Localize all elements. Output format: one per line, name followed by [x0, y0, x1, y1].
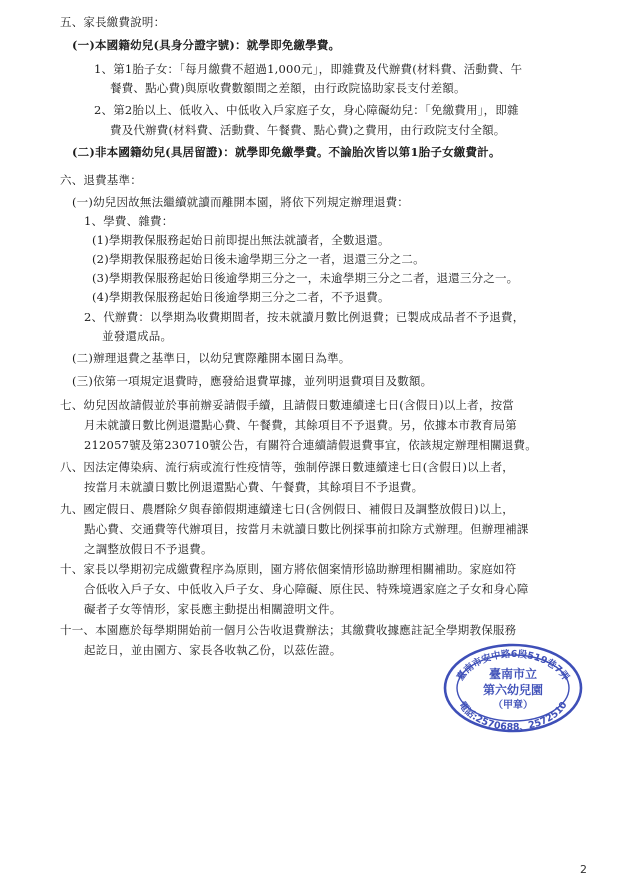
- section9-line2: 點心費、交通費等代辦項目，按當月未就讀日數比例採事前扣除方式辦理。但辦理補課: [84, 522, 529, 536]
- section6-sub3: (三)依第一項規定退費時，應發給退費單據，並列明退費項目及數額。: [72, 374, 433, 388]
- section10-line3: 礙者子女等情形，家長應主動提出相關證明文件。: [84, 602, 342, 616]
- section5-item1-line1: 1、第1胎子女：「每月繳費不超過1,000元」，即雜費及代辦費(材料費、活動費、午: [94, 62, 523, 76]
- section6-fee-item-1: (1)學期教保服務起始日前即提出無法就讀者，全數退還。: [92, 233, 390, 247]
- section8-line1: 八、因法定傳染病、流行病或流行性疫情等，強制停課日數連續達七日(含假日)以上者，: [60, 460, 514, 474]
- section11-line2: 起訖日，並由園方、家長各收執乙份，以茲佐證。: [84, 643, 342, 657]
- section6-fee-item-2: (2)學期教保服務起始日後未逾學期三分之一者，退還三分之二。: [92, 252, 425, 266]
- section5-heading: 五、家長繳費說明：: [60, 15, 166, 29]
- svg-text:臺南市安中路6段519巷7弄: 臺南市安中路6段519巷7弄: [454, 648, 572, 684]
- section5-item2-line1: 2、第2胎以上、低收入、中低收入戶家庭子女，身心障礙幼兒：「免繳費用」，即雜: [94, 103, 519, 117]
- section6-fee-item-4: (4)學期教保服務起始日後逾學期三分之二者，不予退費。: [92, 290, 390, 304]
- section7-line1: 七、幼兒因故請假並於事前辦妥請假手續，且請假日數連續達七日(含假日)以上者，按當: [60, 398, 514, 412]
- official-seal-stamp: [442, 642, 584, 734]
- section6-fee-item-3: (3)學期教保服務起始日後逾學期三分之一，未逾學期三分之二者，退還三分之一。: [92, 271, 519, 285]
- section5-sub2-title: (二)非本國籍幼兒(具居留證)：就學即免繳學費。不論胎次皆以第1胎子女繳費計。: [72, 145, 501, 159]
- section6-agency-line2: 並發還成品。: [102, 329, 173, 343]
- page-number: 2: [580, 863, 587, 876]
- svg-text:臺南市立: 臺南市立: [488, 667, 538, 681]
- section7-line2: 月未就讀日數比例退還點心費、午餐費，其餘項目不予退費。另，依據本市教育局第: [84, 418, 517, 432]
- section9-line1: 九、國定假日、農曆除夕與春節假期連續達七日(含例假日、補假日及調整放假日)以上，: [60, 502, 514, 516]
- svg-text:電話:2570688、2572510: 電話:2570688、2572510: [456, 699, 570, 734]
- section6-heading: 六、退費基準：: [60, 173, 142, 187]
- section5-item1-line2: 餐費、點心費)與原收費數額間之差額，由行政院協助家長支付差額。: [110, 81, 466, 95]
- section6-sub2: (二)辦理退費之基準日，以幼兒實際離開本園日為準。: [72, 351, 351, 365]
- section11-line1: 十一、本園應於每學期開始前一個月公告收退費辦法；其繳費收據應註記全學期教保服務: [60, 623, 517, 637]
- section6-sub1: (一)幼兒因故無法繼續就讀而離開本園，將依下列規定辦理退費：: [72, 195, 409, 209]
- section6-agency-line1: 2、代辦費：以學期為收費期間者，按未就讀月數比例退費；已製成成品者不予退費，: [84, 310, 525, 324]
- section5-item2-line2: 費及代辦費(材料費、活動費、午餐費、點心費)之費用，由行政院支付全額。: [110, 123, 506, 137]
- section10-line1: 十、家長以學期初完成繳費程序為原則，園方將依個案情形協助辦理相關補助。家庭如符: [60, 562, 517, 576]
- section6-fees-title: 1、學費、雜費：: [84, 214, 174, 228]
- section9-line3: 之調整放假日不予退費。: [84, 542, 213, 556]
- svg-text:第六幼兒園: 第六幼兒園: [482, 683, 544, 697]
- section10-line2: 合低收入戶子女、中低收入戶子女、身心障礙、原住民、特殊境遇家庭之子女和身心障: [84, 582, 529, 596]
- section5-sub1-title: (一)本國籍幼兒(具身分證字號)：就學即免繳學費。: [72, 38, 341, 52]
- section8-line2: 按當月未就讀日數比例退還點心費、午餐費，其餘項目不予退費。: [84, 480, 424, 494]
- section7-line3: 212057號及第230710號公告，有關符合連續請假退費事宜，依該規定辦理相關退費。: [84, 438, 537, 452]
- svg-text:（甲章）: （甲章）: [493, 700, 533, 711]
